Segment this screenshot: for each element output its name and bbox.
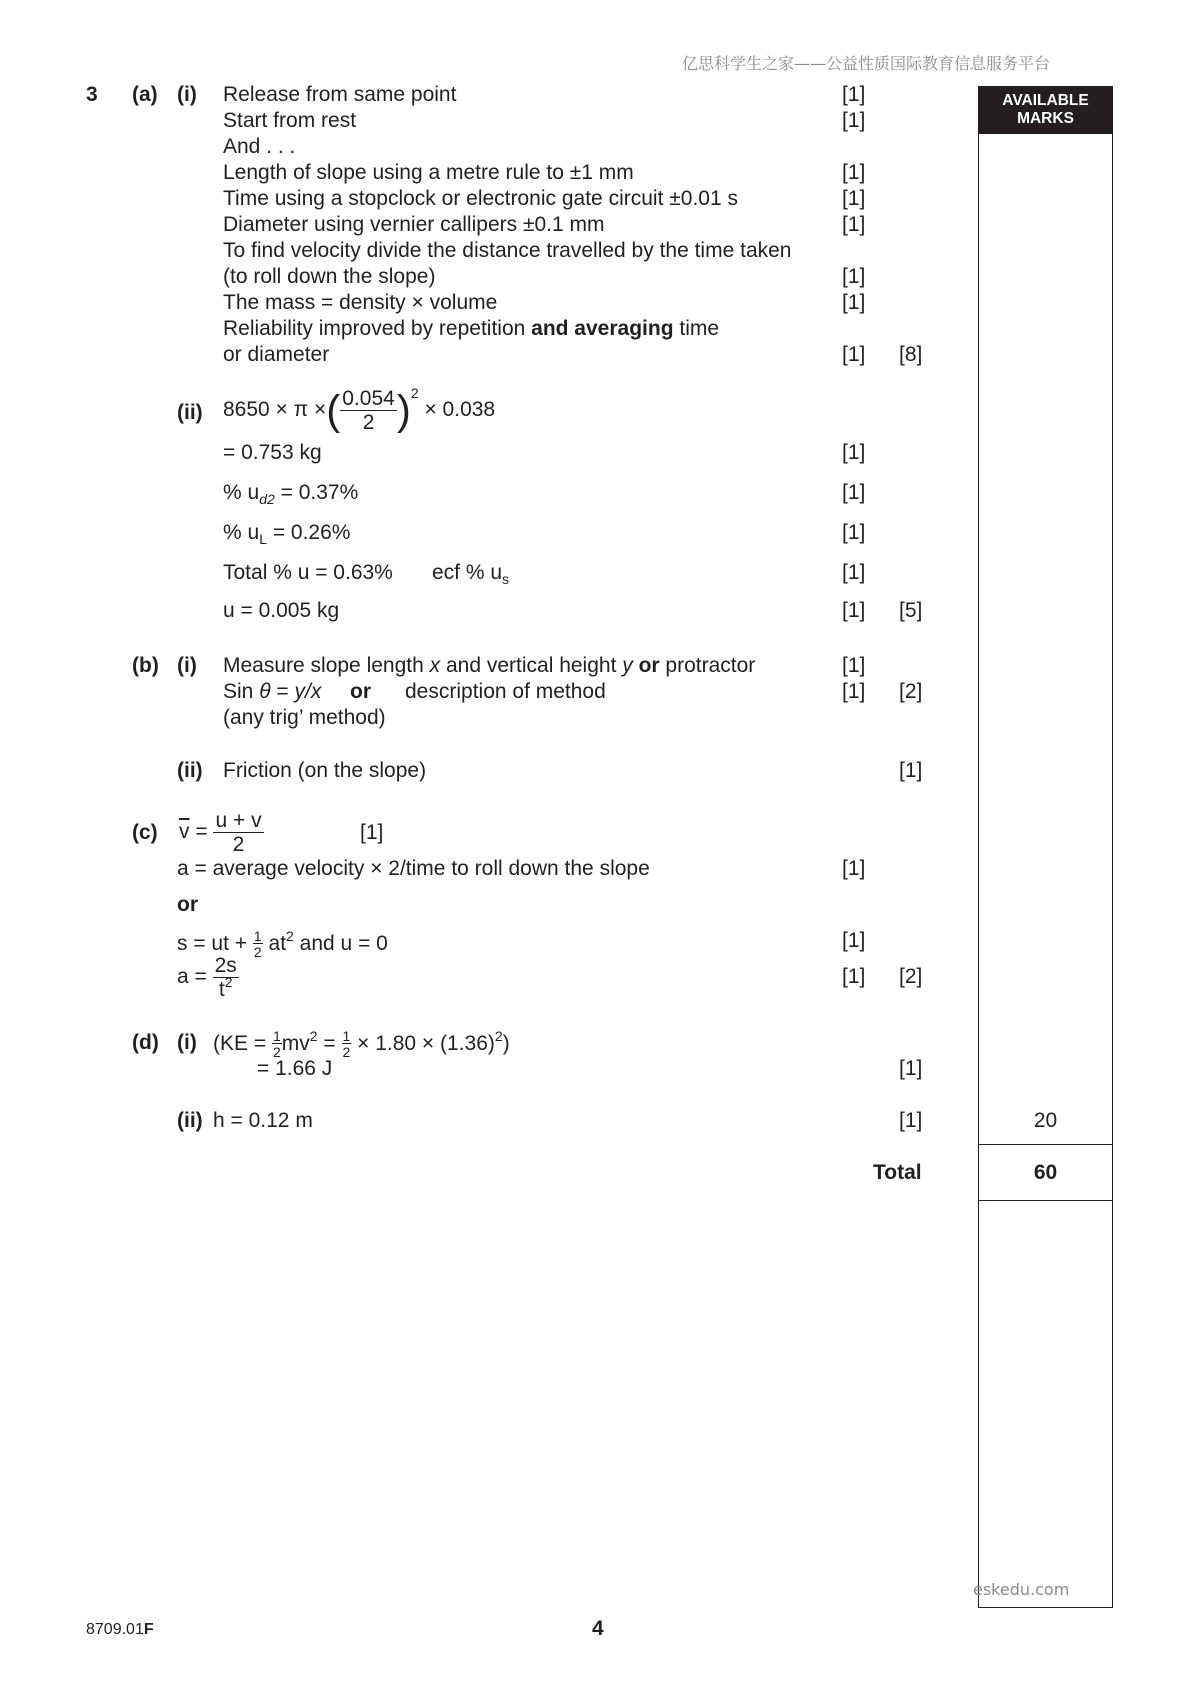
c-a-equation (177, 952, 239, 1002)
b-i-l1-a: Measure slope length (223, 654, 430, 677)
available-label: AVAILABLE (1002, 92, 1089, 109)
ke-a: (KE = (213, 1032, 267, 1055)
c-mark-3: [1] (842, 929, 866, 952)
expr-a: 8650 × π × (223, 398, 327, 421)
b-i-l1-c: protractor (659, 654, 756, 677)
part-d-i-label: (i) (177, 1031, 197, 1054)
watermark-footer: eskedu.com (973, 1580, 1070, 1599)
c-frac-den: 2 (232, 832, 245, 856)
b-i-l1-x: x (429, 654, 441, 677)
c-a-num: 2s (214, 953, 237, 977)
c-s-pre: s = ut + (177, 932, 248, 955)
ke-pow: 2 (309, 1028, 318, 1044)
ke-h1n: 1 (272, 1028, 281, 1045)
expr-b: × 0.038 (424, 398, 496, 421)
ud2-sub: d2 (259, 491, 275, 507)
a-ii-ud2-mark: [1] (842, 481, 866, 504)
total-label: Total (873, 1161, 922, 1184)
v-bar: $\overline{v}$ (179, 820, 190, 843)
fraction-d-over-2 (340, 388, 397, 433)
b-i-l2-b: = (270, 680, 295, 703)
power: 2 (410, 385, 419, 401)
c-eq: = (195, 820, 208, 843)
a-i-mark-6: [1] (842, 213, 866, 236)
divider-total (978, 1200, 1113, 1201)
a-ii-u-mark: [1] (842, 599, 866, 622)
a-i-last-line: or diameter (223, 343, 330, 366)
divider-subtotal (978, 1144, 1113, 1145)
ud2-pre: % u (223, 481, 260, 504)
d-ii-mark: [1] (899, 1109, 923, 1132)
b-i-l2-c: description of method (405, 680, 606, 703)
b-i-total: [2] (899, 680, 923, 703)
a-ii-uL-mark: [1] (842, 521, 866, 544)
d-ii-text: h = 0.12 m (213, 1109, 313, 1132)
ke-b: × 1.80 × (1.36) (351, 1032, 495, 1055)
subtotal-value: 20 (1033, 1109, 1058, 1132)
a-i-mark-2: [1] (842, 109, 866, 132)
a-i-mark-1: [1] (842, 83, 866, 106)
c-half (253, 929, 263, 959)
a-ii-expression (223, 382, 495, 438)
a-i-line-4: Length of slope using a metre rule to ±1 mm (223, 161, 634, 184)
uL-post: = 0.26% (266, 521, 351, 544)
b-i-mark-2: [1] (842, 680, 866, 703)
ke-mv: mv (281, 1032, 310, 1055)
c-s-at: at (268, 932, 287, 955)
a-ii-ecf (432, 561, 510, 587)
c-mark-2: [1] (842, 857, 866, 880)
c-vbar-equation (179, 808, 264, 856)
a-i-line-5: Time using a stopclock or electronic gate circuit ±0.01 s (223, 187, 738, 210)
d-i-result: = 1.66 J (257, 1057, 333, 1080)
open-paren: ( (326, 386, 341, 434)
b-i-l1-or: or (632, 654, 660, 677)
a-ii-mass: = 0.753 kg (223, 441, 322, 464)
fraction-u-plus-v (213, 810, 263, 855)
reliability-bold: and averaging (531, 317, 674, 340)
c-frac-num: u + v (215, 808, 262, 832)
b-i-line-2 (223, 681, 321, 702)
b-i-l2-theta: θ (259, 680, 271, 703)
ke-h1d: 2 (272, 1044, 281, 1061)
c-mark-1: [1] (360, 821, 384, 844)
a-ii-total-u: Total % u = 0.63% (223, 561, 393, 584)
ecf-pre: ecf % u (432, 561, 503, 584)
paper-code-number: 8709.01 (86, 1621, 144, 1638)
c-half-d: 2 (253, 944, 262, 961)
a-ii-ud2 (223, 481, 359, 507)
ecf-sub: s (502, 571, 510, 587)
a-i-mark-5: [1] (842, 187, 866, 210)
c-mark-4: [1] (842, 965, 866, 988)
question-number: 3 (86, 83, 98, 106)
reliability-text: Reliability improved by repetition (223, 317, 532, 340)
available-marks-column (978, 86, 1113, 1608)
b-i-l2-yx: y/x (294, 680, 322, 703)
ke-half-2 (342, 1029, 352, 1059)
c-a-den (218, 973, 233, 1001)
a-i-line-9: The mass = density × volume (223, 291, 498, 314)
part-a-label: (a) (132, 83, 158, 106)
ke-h2n: 1 (342, 1028, 351, 1045)
b-i-l2-or: or (350, 680, 371, 703)
a-i-line-3: And . . . (223, 135, 296, 158)
a-ii-mass-mark: [1] (842, 441, 866, 464)
b-i-line-3: (any trig’ method) (223, 706, 386, 729)
uL-sub: L (259, 531, 267, 547)
marks-label: MARKS (1017, 110, 1074, 127)
ke-close: ) (502, 1032, 510, 1055)
part-d-ii-label: (ii) (177, 1109, 203, 1132)
a-i-mark-4: [1] (842, 161, 866, 184)
part-a-ii-label: (ii) (177, 401, 203, 424)
part-c-label: (c) (132, 821, 158, 844)
a-i-line-1: Release from same point (223, 83, 457, 106)
c-a-pre: a = (177, 965, 207, 988)
b-ii-text: Friction (on the slope) (223, 759, 427, 782)
c-total: [2] (899, 965, 923, 988)
reliability-post: time (673, 317, 720, 340)
a-i-last-mark: [1] (842, 343, 866, 366)
c-s-post: and u = 0 (293, 932, 388, 955)
fraction-denominator: 2 (362, 410, 375, 434)
a-i-line-2: Start from rest (223, 109, 357, 132)
b-i-mark-1: [1] (842, 654, 866, 677)
a-i-line-6: Diameter using vernier callipers ±0.1 mm (223, 213, 605, 236)
ke-h2d: 2 (342, 1044, 351, 1061)
c-or: or (177, 893, 198, 916)
a-i-mark-8: [1] (842, 265, 866, 288)
part-d-label: (d) (132, 1031, 159, 1054)
a-i-line-7: To find velocity divide the distance travelled by the time taken (223, 239, 792, 262)
part-a-i-label: (i) (177, 83, 197, 106)
close-paren: ) (396, 386, 411, 434)
paper-code (86, 1622, 154, 1638)
c-half-n: 1 (253, 928, 262, 945)
c-a-den-pow: 2 (224, 973, 233, 990)
watermark-header: 亿思科学生之家——公益性质国际教育信息服务平台 (682, 54, 1051, 73)
total-value: 60 (1033, 1161, 1058, 1184)
c-s-pow: 2 (286, 928, 294, 944)
c-a-den-t: t (218, 977, 225, 1001)
ke-pow2: 2 (494, 1028, 503, 1044)
a-i-reliability-line (223, 318, 719, 339)
b-i-l1-b: and vertical height (440, 654, 623, 677)
ke-eq: = (317, 1032, 336, 1055)
part-b-ii-label: (ii) (177, 759, 203, 782)
a-ii-total-u-mark: [1] (842, 561, 866, 584)
uL-pre: % u (223, 521, 260, 544)
b-i-l2-a: Sin (223, 680, 260, 703)
fraction-numerator: 0.054 (342, 386, 395, 410)
part-b-label: (b) (132, 654, 159, 677)
a-ii-total: [5] (899, 599, 923, 622)
available-marks-header (978, 86, 1113, 134)
ud2-post: = 0.37% (274, 481, 359, 504)
part-b-i-label: (i) (177, 654, 197, 677)
paper-code-suffix: F (143, 1621, 154, 1638)
page-number: 4 (592, 1617, 604, 1640)
a-ii-u: u = 0.005 kg (223, 599, 340, 622)
a-i-line-8: (to roll down the slope) (223, 265, 436, 288)
ke-half-1 (272, 1029, 282, 1059)
a-i-mark-9: [1] (842, 291, 866, 314)
d-i-mark: [1] (899, 1057, 923, 1080)
b-i-line-1 (223, 655, 755, 676)
b-i-l1-y: y (622, 654, 633, 677)
c-line-2: a = average velocity × 2/time to roll down the slope (177, 857, 650, 880)
c-a-frac (213, 955, 239, 1000)
a-i-total: [8] (899, 343, 923, 366)
b-ii-total: [1] (899, 759, 923, 782)
a-ii-uL (223, 521, 351, 547)
